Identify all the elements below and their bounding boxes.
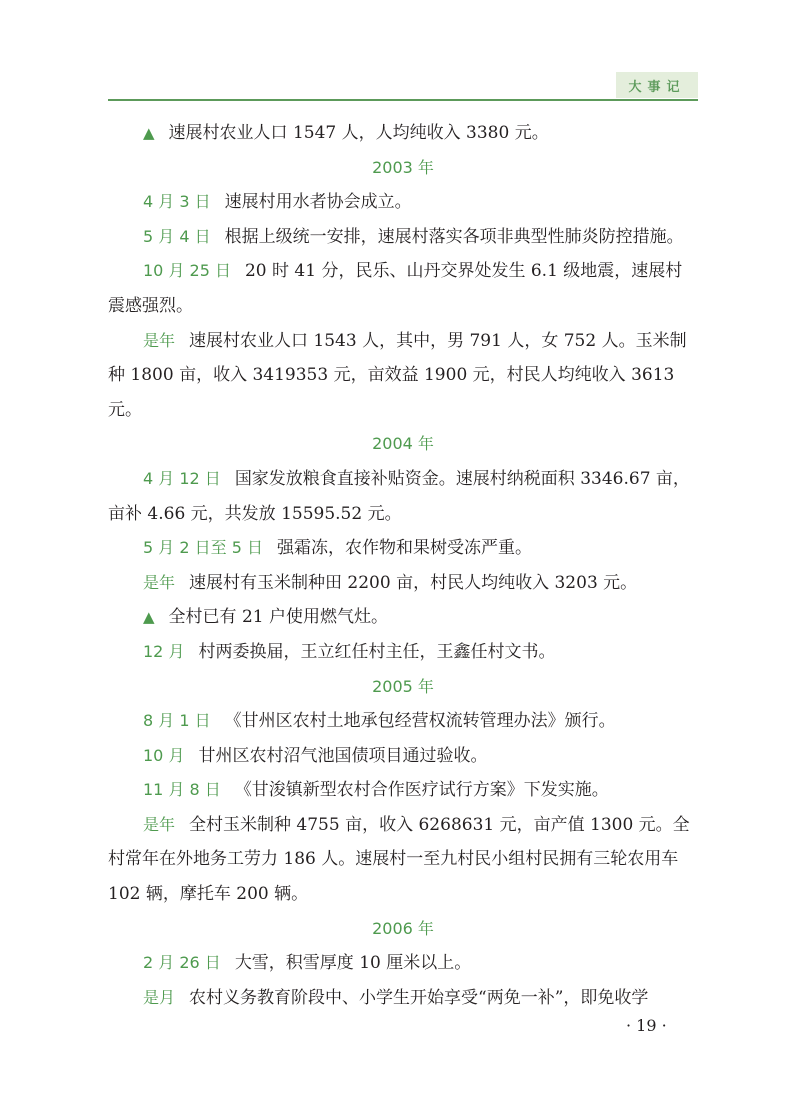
entry-date: 是年 bbox=[143, 330, 176, 350]
year-heading: 2006 年 bbox=[372, 918, 434, 938]
entry-date: 4 月 3 日 bbox=[143, 192, 211, 212]
entry-row bbox=[108, 946, 698, 981]
entry-text: 速展村农业人口 1547 人，人均纯收入 3380 元。 bbox=[168, 123, 549, 143]
section-header-label: 大事记 bbox=[628, 79, 686, 95]
year-heading: 2003 年 bbox=[372, 157, 434, 177]
chronicle-content bbox=[108, 116, 698, 1015]
entry-date: 10 月 25 日 bbox=[143, 261, 231, 281]
year-heading: 2005 年 bbox=[372, 676, 434, 696]
entry-row bbox=[108, 566, 698, 601]
entry-text: 国家发放粮食直接补贴资金。速展村纳税面积 3346.67 亩，亩补 4.66 元，共发放 15595.52 元。 bbox=[108, 468, 690, 524]
entry-date: 是年 bbox=[143, 814, 176, 834]
triangle-bullet-icon: ▲ bbox=[143, 608, 155, 627]
entry-row bbox=[108, 739, 698, 774]
header-divider bbox=[108, 99, 698, 101]
entry-row bbox=[108, 116, 698, 151]
entry-date: 8 月 1 日 bbox=[143, 711, 211, 731]
entry-text: 《甘浚镇新型农村合作医疗试行方案》下发实施。 bbox=[234, 780, 609, 801]
page-number: · 19 · bbox=[626, 1016, 667, 1035]
entry-row bbox=[108, 981, 698, 1016]
entry-text: 速展村有玉米制种田 2200 亩，村民人均纯收入 3203 元。 bbox=[189, 572, 638, 593]
entry-row bbox=[108, 324, 698, 428]
entry-text: 速展村农业人口 1543 人，其中，男 791 人，女 752 人。玉米制种 1800 亩，收入 3419353 元，亩效益 1900 元，村民人均纯收入 3613 元。 bbox=[108, 330, 687, 420]
entry-row bbox=[108, 531, 698, 566]
entry-date: 2 月 26 日 bbox=[143, 953, 221, 973]
triangle-bullet-icon: ▲ bbox=[143, 124, 155, 142]
entry-row bbox=[108, 704, 698, 739]
entry-row bbox=[108, 635, 698, 670]
entry-text: 大雪，积雪厚度 10 厘米以上。 bbox=[234, 953, 472, 974]
entry-text: 村两委换届，王立红任村主任，王鑫任村文书。 bbox=[198, 641, 556, 662]
year-heading: 2004 年 bbox=[372, 434, 434, 454]
entry-text: 全村玉米制种 4755 亩，收入 6268631 元，亩产值 1300 元。全村常年在外地务工劳力 186 人。速展村一至九村民小组村民拥有三轮农用车 102 辆，摩托车 200 辆。 bbox=[108, 814, 690, 905]
section-header-tag bbox=[616, 72, 698, 98]
entry-text: 20 时 41 分，民乐、山丹交界处发生 6.1 级地震，速展村震感强烈。 bbox=[108, 261, 683, 316]
entry-date: 10 月 bbox=[143, 745, 185, 765]
entry-row bbox=[108, 254, 698, 323]
entry-row bbox=[108, 462, 698, 531]
entry-date: 5 月 4 日 bbox=[143, 226, 211, 246]
entry-date: 11 月 8 日 bbox=[143, 780, 221, 800]
entry-date: 是月 bbox=[143, 987, 176, 1007]
entry-date: 4 月 12 日 bbox=[143, 468, 221, 488]
entry-text: 速展村用水者协会成立。 bbox=[224, 192, 412, 213]
entry-text: 强霜冻，农作物和果树受冻严重。 bbox=[276, 538, 532, 559]
entry-text: 农村义务教育阶段中、小学生开始享受“两免一补”，即免收学 bbox=[189, 987, 649, 1008]
entry-date: 5 月 2 日至 5 日 bbox=[143, 538, 263, 558]
entry-row bbox=[108, 185, 698, 220]
entry-date: 12 月 bbox=[143, 641, 185, 661]
entry-row bbox=[108, 773, 698, 808]
entry-text: 甘州区农村沼气池国债项目通过验收。 bbox=[198, 745, 488, 766]
entry-date: 是年 bbox=[143, 572, 176, 592]
entry-row bbox=[108, 220, 698, 255]
entry-row bbox=[108, 808, 698, 912]
entry-row bbox=[108, 600, 698, 635]
entry-text: 根据上级统一安排，速展村落实各项非典型性肺炎防控措施。 bbox=[224, 226, 684, 247]
entry-text: 《甘州区农村土地承包经营权流转管理办法》颁行。 bbox=[224, 711, 616, 732]
entry-text: 全村已有 21 户使用燃气灶。 bbox=[168, 607, 388, 628]
